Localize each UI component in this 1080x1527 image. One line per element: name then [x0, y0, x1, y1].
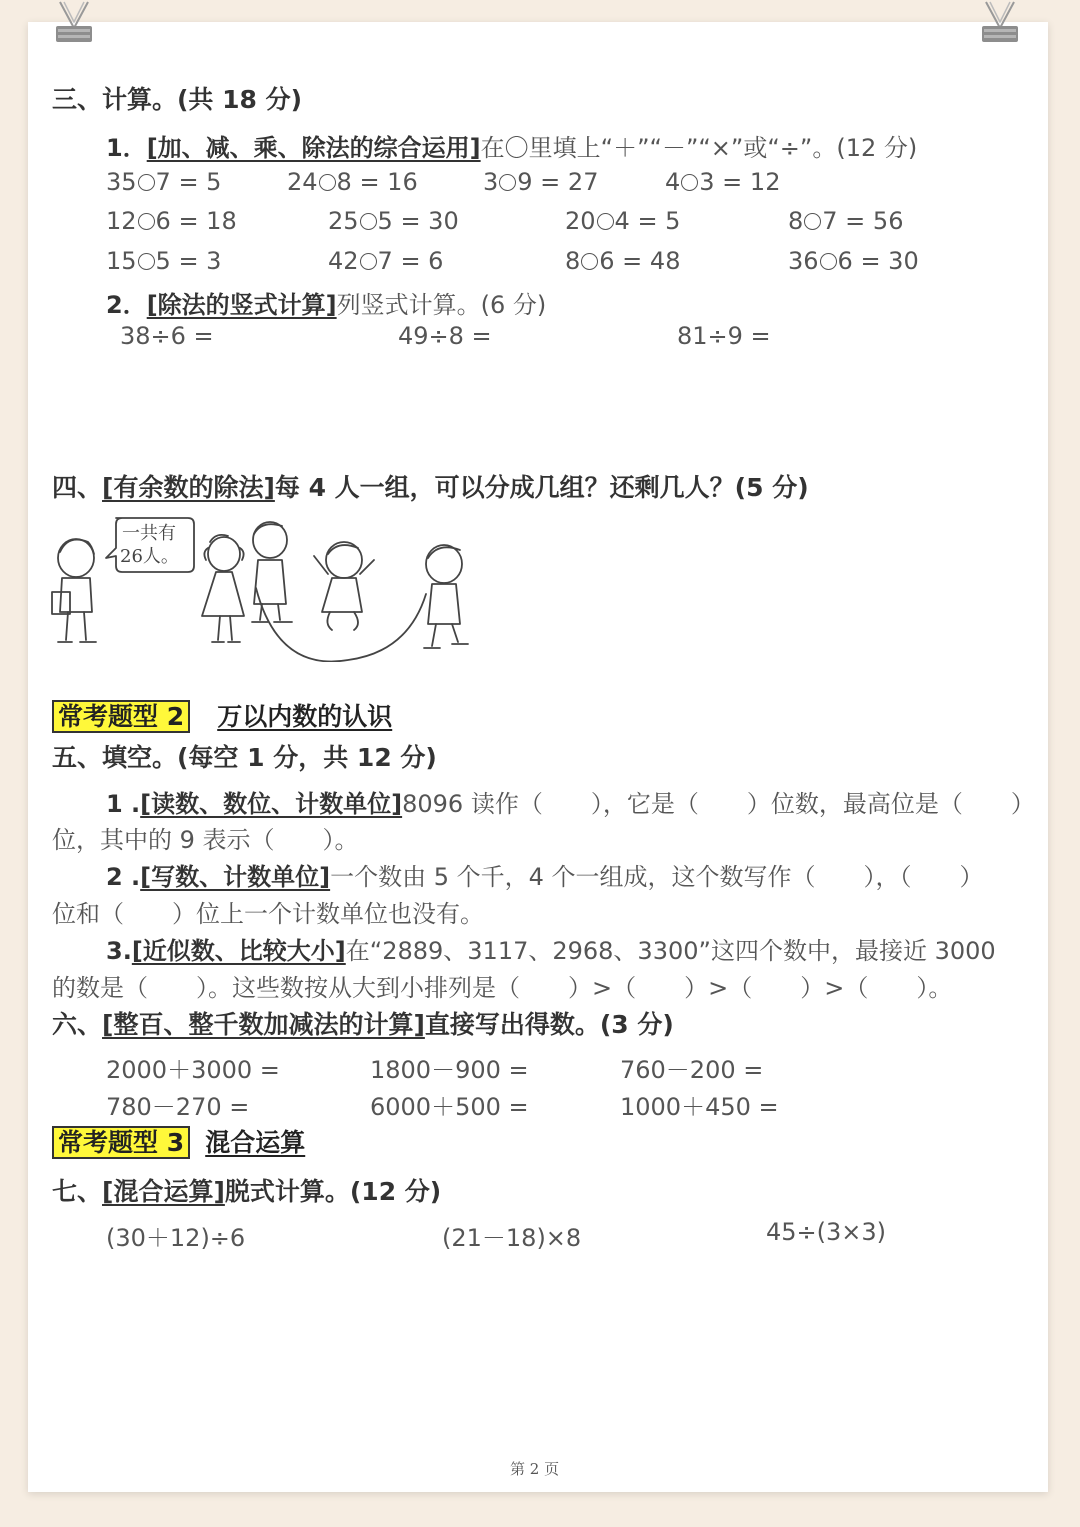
answer-circle[interactable] [360, 253, 377, 270]
answer-circle[interactable] [138, 174, 155, 191]
equation: 8 7 = 56 [788, 207, 904, 235]
answer-circle[interactable] [581, 253, 598, 270]
equation: 36 6 = 30 [788, 247, 919, 275]
knowledge-tag: [混合运算] [102, 1177, 225, 1206]
equation: 35 7 = 5 [106, 168, 222, 196]
knowledge-tag: [近似数、比较大小] [131, 937, 346, 965]
question-3-2 [106, 285, 546, 320]
topic-tag: 常考题型 3 [52, 1126, 190, 1159]
knowledge-tag: [写数、计数单位] [140, 863, 331, 891]
question-5-1: 1 .[读数、数位、计数单位]8096 读作（ ），它是（ ）位数，最高位是（ ） [106, 790, 1035, 818]
binder-clip-icon [978, 0, 1022, 44]
topic-title: 万以内数的认识 [217, 702, 393, 731]
answer-circle[interactable] [360, 213, 377, 230]
topic-title: 混合运算 [205, 1128, 306, 1157]
equation: 8 6 = 48 [565, 247, 681, 275]
question-number: 1． [106, 134, 147, 162]
mixed-operation-problem: (30＋12)÷6 [106, 1224, 246, 1252]
bubble-text: 一共有 [122, 523, 176, 544]
children-skipping-rope-illustration [48, 512, 478, 662]
question-number: 2． [106, 291, 147, 319]
question-5-2-continued: 位和（ ）位上一个计数单位也没有。 [52, 900, 484, 928]
section-5-title: 五、填空。(每空 1 分，共 12 分) [52, 743, 437, 772]
bubble-text: 26人。 [120, 546, 179, 567]
knowledge-tag: [有余数的除法] [102, 473, 275, 502]
section-6-title: 六、[整百、整千数加减法的计算]直接写出得数。(3 分) [52, 1010, 674, 1039]
division-problem: 38÷6 = [120, 322, 214, 350]
oral-calc-problem: 780－270 = [106, 1093, 250, 1121]
division-problem: 49÷8 = [398, 322, 492, 350]
question-5-3: 3.[近似数、比较大小]在“2889、3117、2968、3300”这四个数中，最接近 3000 [106, 937, 996, 965]
answer-circle[interactable] [804, 213, 821, 230]
section-4-title: 四、[有余数的除法]每 4 人一组，可以分成几组？还剩几人？(5 分) [52, 473, 809, 502]
knowledge-tag: [除法的竖式计算] [146, 291, 337, 319]
page-number: 第 2 页 [510, 1460, 560, 1478]
topic-header-2 [52, 697, 392, 733]
oral-calc-problem: 2000＋3000 = [106, 1056, 280, 1084]
equation: 4 3 = 12 [665, 168, 781, 196]
oral-calc-problem: 6000＋500 = [370, 1093, 529, 1121]
equation: 25 5 = 30 [328, 207, 459, 235]
answer-circle[interactable] [499, 174, 516, 191]
answer-circle[interactable] [820, 253, 837, 270]
knowledge-tag: [整百、整千数加减法的计算] [102, 1010, 425, 1039]
question-text: 在〇里填上“＋”“－”“×”或“÷”。(12 分) [480, 134, 918, 162]
answer-circle[interactable] [319, 174, 336, 191]
equation: 42 7 = 6 [328, 247, 444, 275]
section-3-title: 三、计算。(共 18 分) [52, 85, 303, 114]
answer-circle[interactable] [138, 253, 155, 270]
mixed-operation-problem: 45÷(3×3) [766, 1218, 887, 1246]
question-5-3-continued: 的数是（ ）。这些数按从大到小排列是（ ）>（ ）>（ ）>（ ）。 [52, 974, 953, 1002]
knowledge-tag: [读数、数位、计数单位] [140, 790, 403, 818]
oral-calc-problem: 760－200 = [620, 1056, 764, 1084]
knowledge-tag: [加、减、乘、除法的综合运用] [146, 134, 481, 162]
question-5-2: 2 .[写数、计数单位]一个数由 5 个千，4 个一组成，这个数写作（ ），（ ） [106, 863, 984, 891]
oral-calc-problem: 1000＋450 = [620, 1093, 779, 1121]
answer-circle[interactable] [138, 213, 155, 230]
mixed-operation-problem: (21－18)×8 [442, 1224, 582, 1252]
question-5-1-continued: 位，其中的 9 表示（ ）。 [52, 826, 359, 854]
equation: 15 5 = 3 [106, 247, 222, 275]
binder-clip-icon [52, 0, 96, 44]
question-text: 列竖式计算。(6 分) [336, 291, 547, 319]
equation: 24 8 = 16 [287, 168, 418, 196]
topic-tag: 常考题型 2 [52, 700, 190, 733]
equation: 12 6 = 18 [106, 207, 237, 235]
equation: 20 4 = 5 [565, 207, 681, 235]
jump-rope [256, 588, 426, 662]
equation: 3 9 = 27 [483, 168, 599, 196]
topic-header-3 [52, 1123, 305, 1159]
answer-circle[interactable] [681, 174, 698, 191]
division-problem: 81÷9 = [677, 322, 771, 350]
section-7-title: 七、[混合运算]脱式计算。(12 分) [52, 1177, 442, 1206]
answer-circle[interactable] [597, 213, 614, 230]
question-3-1 [106, 128, 917, 163]
oral-calc-problem: 1800－900 = [370, 1056, 529, 1084]
